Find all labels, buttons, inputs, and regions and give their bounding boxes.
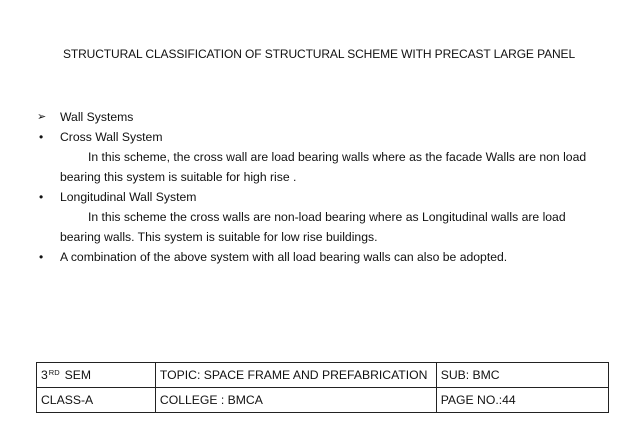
college-cell: COLLEGE : BMCA (155, 388, 436, 413)
list-item-combination (36, 247, 606, 267)
list-item-description (36, 147, 606, 187)
list-item-label: A combination of the above system with all load bearing walls can also be adopted. (60, 250, 508, 264)
list-item-label: Cross Wall System (60, 130, 163, 144)
semester-label: SEM (64, 368, 92, 382)
list-item-longitudinal-wall (36, 187, 606, 207)
content-body (36, 107, 606, 267)
bullet-icon: • (39, 130, 44, 144)
table-row (37, 363, 609, 388)
description-text: In this scheme, the cross wall are load bearing walls where as the facade Walls are non load bearing this system is suitable for high rise . (60, 150, 587, 184)
list-item-cross-wall (36, 127, 606, 147)
subject-cell: SUB: BMC (436, 363, 608, 388)
section-heading-row (36, 107, 606, 127)
bullet-icon: • (39, 190, 44, 204)
bullet-icon: • (39, 250, 44, 264)
slide-title: STRUCTURAL CLASSIFICATION OF STRUCTURAL SCHEME WITH PRECAST LARGE PANEL (62, 47, 576, 61)
semester-cell (37, 363, 156, 388)
footer-table (36, 362, 609, 413)
list-item-description (36, 207, 606, 247)
arrow-bullet-icon: ➢ (37, 111, 47, 123)
semester-number: 3 (41, 368, 48, 382)
list-item-label: Longitudinal Wall System (60, 190, 197, 204)
semester-suffix: RD (48, 368, 60, 377)
table-row (37, 388, 609, 413)
class-cell: CLASS-A (37, 388, 156, 413)
topic-cell: TOPIC: SPACE FRAME AND PREFABRICATION (155, 363, 436, 388)
section-heading: Wall Systems (60, 110, 134, 124)
description-text: In this scheme the cross walls are non-load bearing where as Longitudinal walls are load bearing walls. This system is suitable for low rise buildings. (60, 210, 566, 244)
page-number-cell: PAGE NO.:44 (436, 388, 608, 413)
